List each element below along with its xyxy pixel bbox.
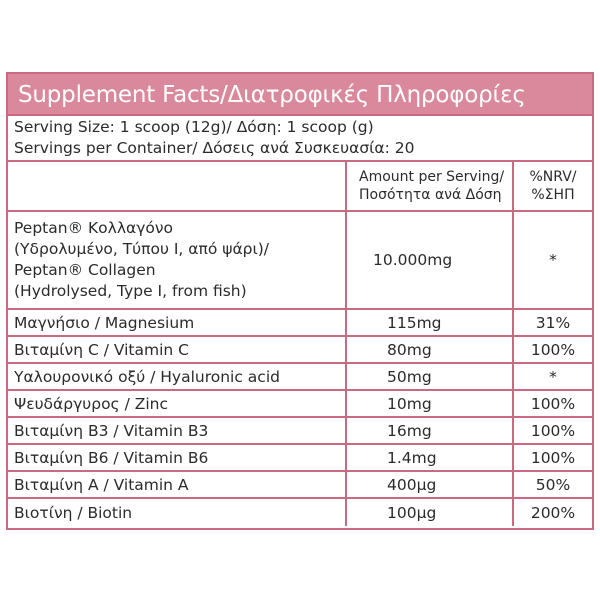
servings-per-container: Servings per Container/ Δόσεις ανά Συσκευασία: 20	[14, 139, 415, 157]
nutrient-name: Βιταμίνη A / Vitamin A	[8, 472, 347, 497]
supplement-facts-panel	[6, 72, 594, 530]
nutrient-name: Βιταμίνη C / Vitamin C	[8, 337, 347, 362]
collagen-name-line: (Hydrolysed, Type I, from fish)	[14, 282, 247, 300]
header-nrv-line2: %ΣΗΠ	[531, 187, 575, 203]
serving-info	[8, 116, 592, 162]
nutrient-nrv: 100%	[530, 421, 576, 440]
collagen-name-cell	[8, 212, 347, 308]
nutrient-nrv: 100%	[530, 394, 576, 413]
nutrient-name: Μαγνήσιο / Magnesium	[8, 310, 347, 335]
nutrient-nrv: 200%	[530, 503, 576, 522]
collagen-name-line: Peptan® Κολλαγόνο	[14, 219, 174, 237]
table-row	[8, 364, 592, 391]
header-amount-cell	[347, 162, 514, 210]
header-amount-line2: Ποσότητα ανά Δόση	[359, 187, 502, 203]
nutrient-nrv: 50%	[535, 475, 571, 494]
nutrient-nrv: 100%	[530, 340, 576, 359]
table-row	[8, 337, 592, 364]
nutrient-amount: 50mg	[347, 364, 514, 389]
nutrient-nrv: 100%	[530, 448, 576, 467]
nutrient-amount: 80mg	[347, 337, 514, 362]
nutrient-name: Βιταμίνη B3 / Vitamin B3	[8, 418, 347, 443]
table-row	[8, 499, 592, 526]
table-row	[8, 445, 592, 472]
nutrient-amount: 10mg	[347, 391, 514, 416]
collagen-name-line: (Υδρολυμένο, Τύπου I, από ψάρι)/	[14, 240, 270, 258]
header-nrv-line1: %NRV/	[529, 169, 577, 185]
table-row-collagen	[8, 212, 592, 310]
nutrient-amount: 16mg	[347, 418, 514, 443]
collagen-amount: 10.000mg	[347, 212, 514, 308]
header-name-cell	[8, 162, 347, 210]
nutrient-name: Βιταμίνη B6 / Vitamin B6	[8, 445, 347, 470]
table-header-row	[8, 162, 592, 212]
nutrient-name: Βιοτίνη / Biotin	[8, 499, 347, 526]
nutrient-amount: 115mg	[347, 310, 514, 335]
nutrient-name: Υαλουρονικό οξύ / Hyaluronic acid	[8, 364, 347, 389]
nutrient-amount: 100μg	[347, 499, 514, 526]
header-nrv-cell	[514, 162, 592, 210]
table-row	[8, 418, 592, 445]
table-row	[8, 391, 592, 418]
collagen-nrv: *	[549, 251, 557, 269]
collagen-name-line: Peptan® Collagen	[14, 261, 156, 279]
nutrient-nrv: *	[549, 367, 557, 386]
nutrient-amount: 400μg	[347, 472, 514, 497]
serving-size: Serving Size: 1 scoop (12g)/ Δόση: 1 scoop (g)	[14, 118, 374, 136]
table-row	[8, 310, 592, 337]
nutrient-nrv: 31%	[535, 313, 571, 332]
header-amount-line1: Amount per Serving/	[359, 169, 505, 185]
table-row	[8, 472, 592, 499]
nutrient-name: Ψευδάργυρος / Zinc	[8, 391, 347, 416]
nutrient-amount: 1.4mg	[347, 445, 514, 470]
panel-title: Supplement Facts/Διατροφικές Πληροφορίες	[8, 74, 592, 116]
